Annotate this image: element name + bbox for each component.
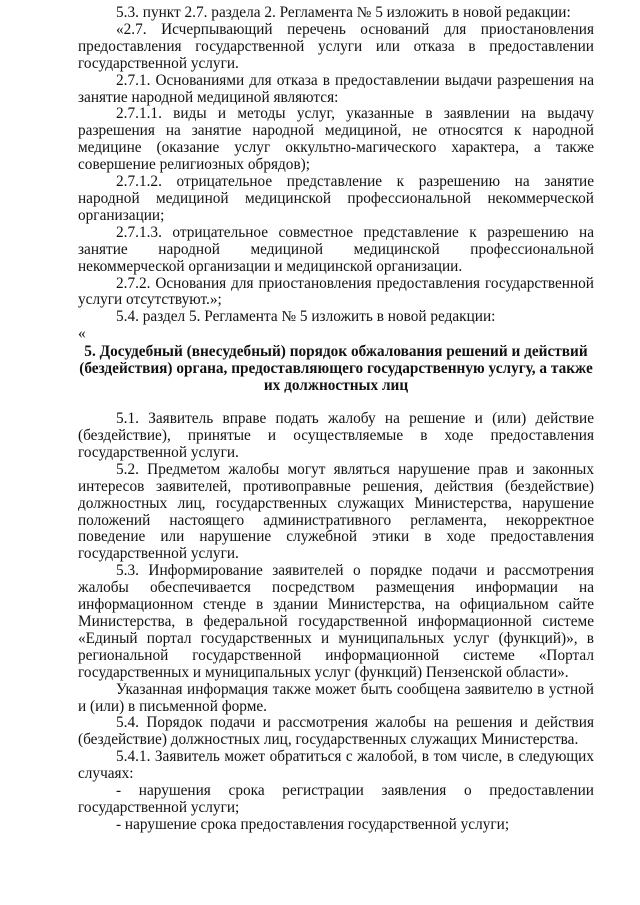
list-item: - нарушения срока регистрации заявления о предоставлении государственной услуги; [78,782,594,816]
paragraph: 5.4. Порядок подачи и рассмотрения жалобы на решения и действия (бездействие) должностных лиц, государственных служащих Министерства. [78,714,594,749]
section-heading: 5. Досудебный (внесудебный) порядок обжалования решений и действий (бездействия) органа, предоставляющего государственную услугу, а также их должностных лиц [79,343,593,395]
paragraph: 5.3. Информирование заявителей о порядке подачи и рассмотрения жалобы обеспечивается посредством размещения информации на информационном стенде в здании Министерства, на официальном сайте Министерства, в федеральной государственной информационной системе «Единый портал государственных и муниципальных услуг (функций)», в региональной государственной информационной системе «Портал государственных и муниципальных услуг (функций) Пензенской области». [78,562,594,681]
paragraph: 5.3. пункт 2.7. раздела 2. Регламента № 5 изложить в новой редакции: [116,4,571,21]
paragraph: 2.7.1. Основаниями для отказа в предоставлении выдачи разрешения на занятие народной медициной являются: [78,71,594,106]
paragraph: Указанная информация также может быть сообщена заявителю в устной и (или) в письменной форме. [78,680,594,715]
paragraph: 2.7.1.1. виды и методы услуг, указанные в заявлении на выдачу разрешения на занятие народной медициной, не относятся к народной медицине (оказание услуг оккультно-магического характера, а также совершение религиозных обрядов); [78,105,594,174]
paragraph: 5.1. Заявитель вправе подать жалобу на решение и (или) действие (бездействие), принятые и осуществляемые в ходе предоставления государственной услуги. [78,410,594,461]
paragraph: 2.7.1.2. отрицательное представление к разрешению на занятие народной медициной медицинской профессиональной некоммерческой организации; [78,173,594,224]
paragraph: «2.7. Исчерпывающий перечень оснований для приостановления предоставления государственной услуги или отказа в предоставлении государственной услуги. [78,20,594,72]
blank-line [78,394,594,411]
paragraph: 5.4. раздел 5. Регламента № 5 изложить в новой редакции: [116,308,496,326]
paragraph: 2.7.2. Основания для приостановления предоставления государственной услуги отсутствуют.»; [78,274,594,309]
paragraph: 5.2. Предметом жалобы могут являться нарушение прав и законных интересов заявителей, противоправные решения, действия (бездействие) должностных лиц, государственных служащих Министерства, нарушение положений настоящего административного регламента, некорректное поведение или нарушение служебной этики в ходе предоставления государственной услуги. [78,460,594,563]
paragraph: 2.7.1.3. отрицательное совместное представление к разрешению на занятие народной медициной медицинской профессиональной некоммерческой организации и медицинской организации. [78,223,594,275]
opening-quote: « [78,325,86,343]
paragraph: 5.4.1. Заявитель может обратиться с жалобой, в том числе, в следующих случаях: [78,748,594,783]
list-item: - нарушение срока предоставления государственной услуги; [116,815,510,833]
